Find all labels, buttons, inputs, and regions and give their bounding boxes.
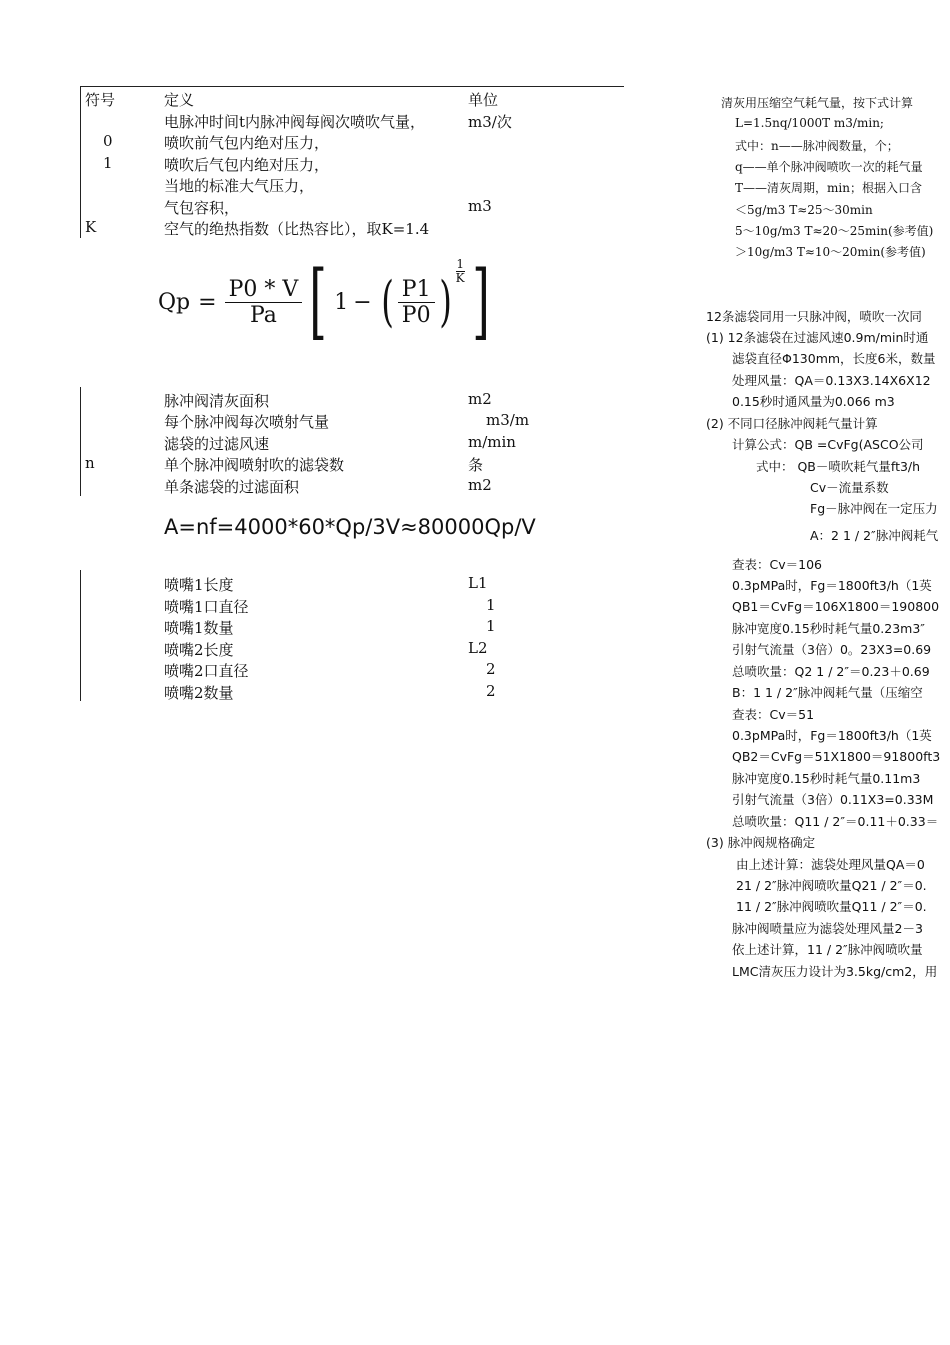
formula-denominator: Pa — [249, 302, 277, 328]
table2-row-0-definition: 脉冲阀清灰面积 — [164, 392, 270, 410]
table2-row-4-definition: 单条滤袋的过滤面积 — [164, 478, 300, 496]
right-line-7: 式中： QB－喷吹耗气量ft3/h — [756, 459, 921, 474]
left-paren: ( — [380, 270, 394, 333]
formula-inner-denominator: P0 — [401, 302, 431, 328]
table1-row-2-definition: 喷吹后气包内绝对压力， — [164, 156, 330, 174]
exponent-denominator: K — [455, 271, 465, 285]
right-line-13: QB1＝CvFg＝106X1800＝190800 — [732, 599, 940, 614]
right-line-18: 查表：Cv＝51 — [732, 707, 815, 722]
right-line-25: 由上述计算：滤袋处理风量QA＝0 — [736, 857, 925, 872]
formula-lhs: Qp — [158, 289, 191, 315]
right-paren: ) — [438, 270, 452, 333]
table3-row-5-unit: 2 — [486, 682, 496, 700]
table1-row-0-unit: m3/次 — [468, 113, 512, 131]
right-line-21: 脉冲宽度0.15秒时耗气量0.11m3 — [732, 771, 921, 786]
table1-row-1-symbol: 0 — [103, 132, 113, 150]
right-top-line-1: L=1.5nq/1000T m3/min; — [735, 116, 884, 130]
table1-row-5-symbol: K — [85, 218, 97, 236]
table2-row-2-definition: 滤袋的过滤风速 — [164, 435, 270, 453]
table1-row-4-unit: m3 — [468, 197, 492, 215]
right-line-14: 脉冲宽度0.15秒时耗气量0.23m3″ — [732, 621, 925, 636]
table1-header-unit: 单位 — [468, 91, 499, 109]
table3-row-1-definition: 喷嘴1口直径 — [164, 598, 249, 616]
left-bracket: [ — [309, 254, 328, 349]
right-line-12: 0.3pMPa时，Fg＝1800ft3/h（1英 — [732, 578, 932, 593]
right-line-6: 计算公式：QB =CvFg(ASCO公司 — [732, 437, 924, 452]
table1-left-border — [80, 86, 81, 238]
formula-equals: = — [198, 289, 217, 315]
formula-one: 1 — [334, 289, 349, 315]
formula-minus: − — [353, 289, 372, 315]
right-top-line-3: q——单个脉冲阀喷吹一次的耗气量 — [735, 160, 923, 174]
table1-row-1-definition: 喷吹前气包内绝对压力， — [164, 134, 330, 152]
right-line-17: B：1 1 / 2″脉冲阀耗气量（压缩空 — [732, 685, 923, 700]
right-line-9: Fg－脉冲阀在一定压力 — [810, 501, 938, 516]
table3-row-1-unit: 1 — [486, 596, 496, 614]
right-line-3: 处理风量：QA＝0.13X3.14X6X12 — [732, 373, 931, 388]
table2-row-4-unit: m2 — [468, 476, 492, 494]
right-line-10: A：2 1 / 2″脉冲阀耗气 — [810, 528, 939, 543]
right-line-8: Cv－流量系数 — [810, 480, 889, 495]
table1-row-0-definition: 电脉冲时间t内脉冲阀每阀次喷吹气量， — [164, 113, 426, 131]
right-top-line-6: 5～10g/m3 T≈20～25min(参考值) — [735, 224, 934, 238]
right-top-line-5: ＜5g/m3 T≈25～30min — [735, 203, 873, 217]
right-line-29: 依上述计算，11 / 2″脉冲阀喷吹量 — [732, 942, 923, 957]
formula-numerator: P0 * V — [225, 277, 303, 303]
right-line-11: 查表：Cv＝106 — [732, 557, 822, 572]
qp-formula — [158, 252, 497, 352]
right-top-line-7: ＞10g/m3 T≈10～20min(参考值) — [735, 245, 926, 259]
table3-left-border — [80, 570, 81, 701]
right-line-0: 12条滤袋同用一只脉冲阀，喷吹一次同 — [706, 309, 922, 324]
table2-row-3-definition: 单个脉冲阀喷射吹的滤袋数 — [164, 456, 345, 474]
right-line-15: 引射气流量（3倍）0。23X3=0.69 — [732, 642, 932, 657]
table3-row-2-unit: 1 — [486, 617, 496, 635]
right-line-2: 滤袋直径Φ130mm，长度6米，数量 — [732, 351, 936, 366]
right-line-27: 11 / 2″脉冲阀喷吹量Q11 / 2″＝0. — [736, 899, 927, 914]
table1-header-symbol: 符号 — [85, 91, 116, 109]
table2-left-border — [80, 387, 81, 496]
right-line-26: 21 / 2″脉冲阀喷吹量Q21 / 2″＝0. — [736, 878, 927, 893]
right-line-22: 引射气流量（3倍）0.11X3=0.33M — [732, 792, 934, 807]
table1-row-2-symbol: 1 — [103, 154, 113, 172]
table1-row-5-definition: 空气的绝热指数（比热容比），取K=1.4 — [164, 220, 430, 238]
formula-inner-numerator: P1 — [398, 277, 435, 303]
table2-row-0-unit: m2 — [468, 390, 492, 408]
right-line-20: QB2＝CvFg＝51X1800＝91800ft3 — [732, 749, 941, 764]
right-column-clip — [700, 0, 950, 1345]
right-line-1: (1) 12条滤袋在过滤风速0.9m/min时通 — [706, 330, 929, 345]
right-line-28: 脉冲阀喷量应为滤袋处理风量2－3 — [732, 921, 923, 936]
table2-row-1-definition: 每个脉冲阀每次喷射气量 — [164, 413, 330, 431]
right-line-30: LMC清灰压力设计为3.5kg/cm2，用 — [732, 964, 938, 979]
right-line-24: (3) 脉冲阀规格确定 — [706, 835, 816, 850]
right-line-16: 总喷吹量：Q2 1 / 2″＝0.23＋0.69 — [732, 664, 930, 679]
table1-row-3-definition: 当地的标准大气压力， — [164, 177, 315, 195]
table2-row-3-unit: 条 — [468, 456, 484, 474]
table3-row-0-definition: 喷嘴1长度 — [164, 576, 234, 594]
table3-row-4-unit: 2 — [486, 660, 496, 678]
right-line-4: 0.15秒时通风量为0.066 m3 — [732, 394, 895, 409]
right-top-line-2: 式中：n——脉冲阀数量，个； — [735, 139, 899, 153]
right-line-5: (2) 不同口径脉冲阀耗气量计算 — [706, 416, 878, 431]
table1-top-border — [80, 86, 624, 87]
right-line-23: 总喷吹量：Q11 / 2″＝0.11＋0.33＝ — [732, 814, 939, 829]
right-bracket: ] — [471, 254, 490, 349]
area-formula: A=nf=4000*60*Qp/3V≈80000Qp/V — [164, 515, 536, 539]
table2-row-1-unit: m3/m — [486, 411, 530, 429]
right-line-19: 0.3pMPa时，Fg＝1800ft3/h（1英 — [732, 728, 932, 743]
table2-row-3-symbol: n — [85, 454, 95, 472]
table1-row-4-definition: 气包容积， — [164, 199, 240, 217]
formula-inner-fraction — [398, 277, 435, 328]
right-top-line-0: 清灰用压缩空气耗气量，按下式计算 — [721, 96, 914, 110]
table3-row-5-definition: 喷嘴2数量 — [164, 684, 234, 702]
exponent-numerator: 1 — [456, 257, 464, 271]
table3-row-0-unit: L1 — [468, 574, 488, 592]
right-top-line-4: T——清灰周期，min；根据入口含 — [735, 181, 922, 195]
table3-row-2-definition: 喷嘴1数量 — [164, 619, 234, 637]
table3-row-3-unit: L2 — [468, 639, 488, 657]
table3-row-4-definition: 喷嘴2口直径 — [164, 662, 249, 680]
formula-exponent — [456, 258, 465, 285]
table2-row-2-unit: m/min — [468, 433, 516, 451]
table3-row-3-definition: 喷嘴2长度 — [164, 641, 234, 659]
table1-header-definition: 定义 — [164, 91, 195, 109]
formula-main-fraction — [225, 277, 303, 328]
